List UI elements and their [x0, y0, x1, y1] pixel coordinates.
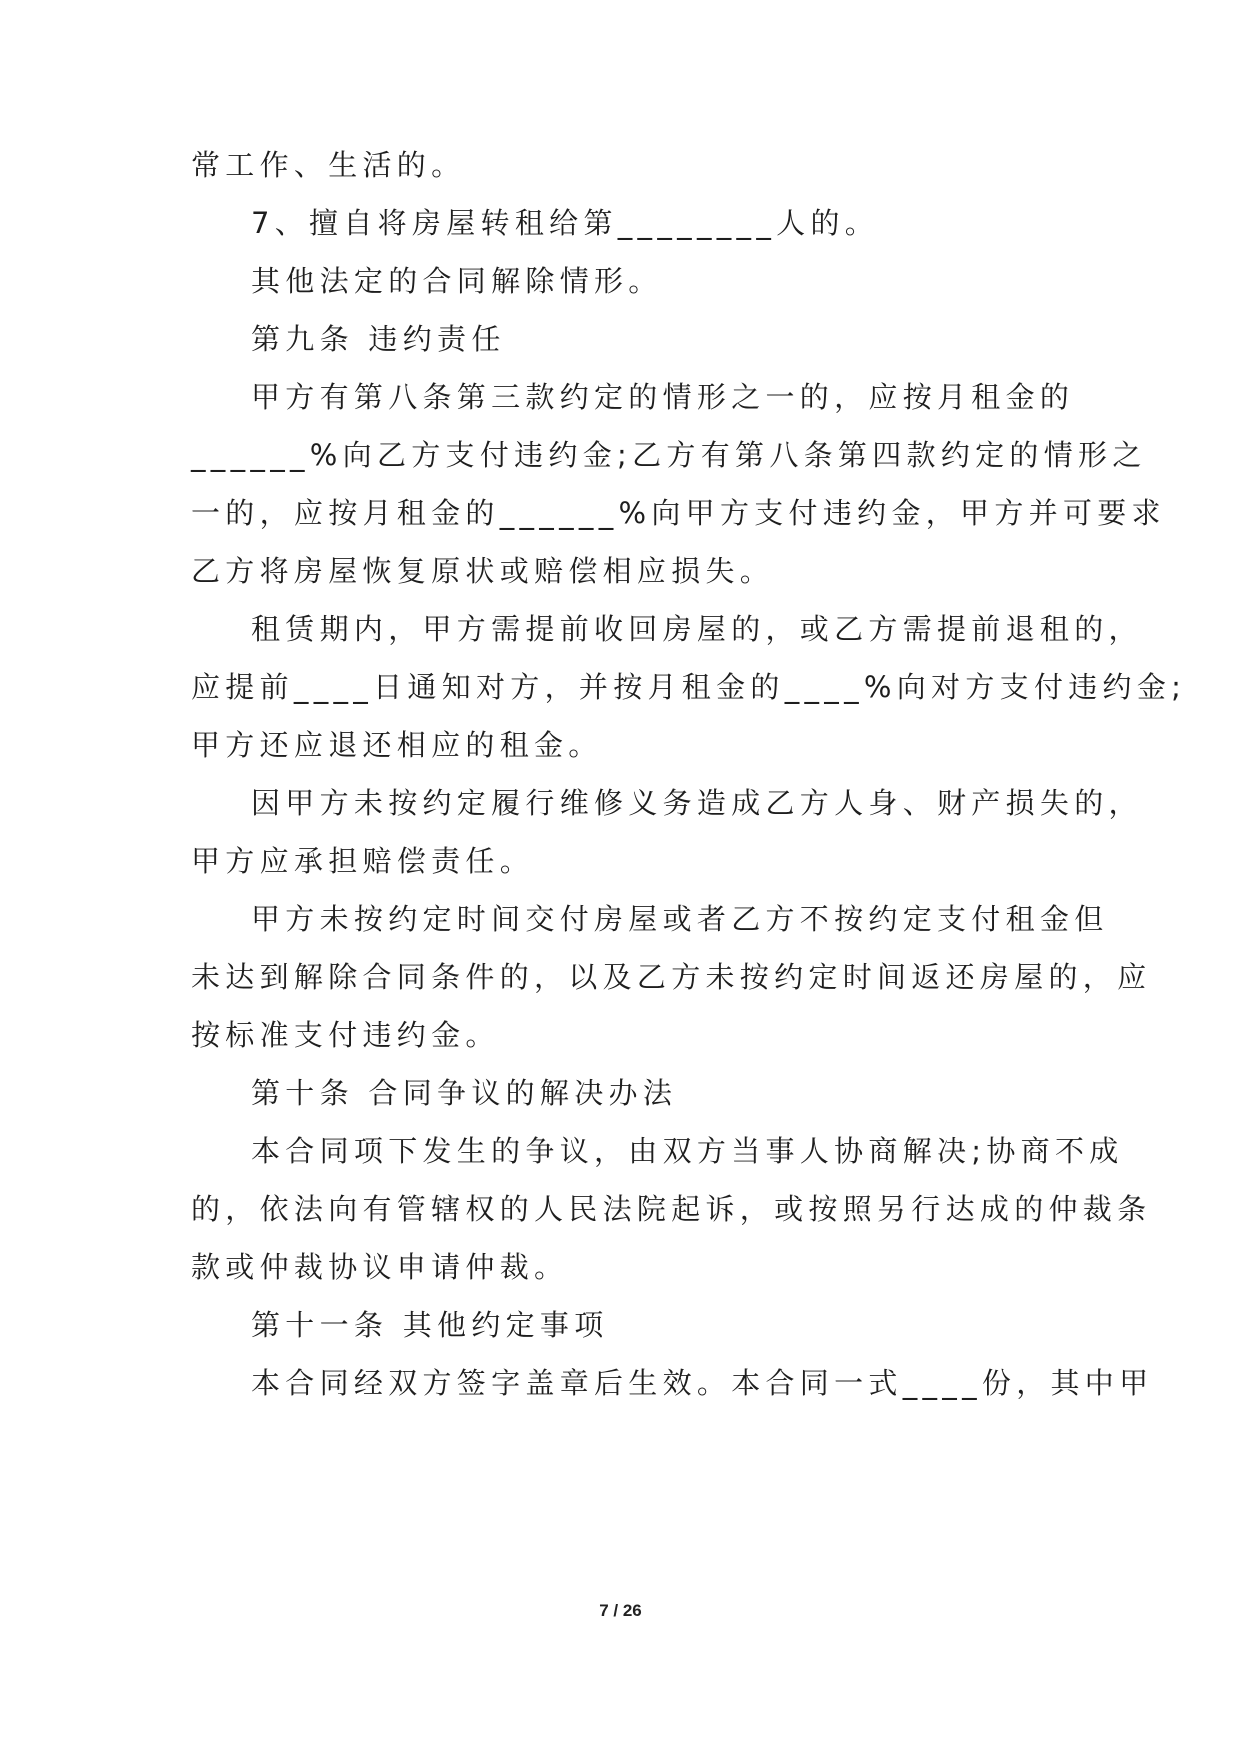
text-line: 本合同经双方签字盖章后生效。本合同一式____份，其中甲: [251, 1366, 1154, 1400]
text-line: 甲方应承担赔偿责任。: [191, 844, 535, 878]
text-line: ______%向乙方支付违约金;乙方有第八条第四款约定的情形之: [191, 438, 1147, 472]
text-line: 7、擅自将房屋转租给第________人的。: [251, 206, 880, 240]
text-line: 款或仲裁协议申请仲裁。: [191, 1250, 569, 1284]
text-line: 甲方未按约定时间交付房屋或者乙方不按约定支付租金但: [251, 902, 1109, 936]
text-line: 一的，应按月租金的______%向甲方支付违约金，甲方并可要求: [191, 496, 1166, 530]
section-heading: 第九条 违约责任: [251, 322, 506, 356]
text-line: 甲方有第八条第三款约定的情形之一的，应按月租金的: [251, 380, 1075, 414]
section-heading: 第十条 合同争议的解决办法: [251, 1076, 678, 1110]
text-line: 因甲方未按约定履行维修义务造成乙方人身、财产损失的，: [251, 786, 1143, 820]
text-line: 按标准支付违约金。: [191, 1018, 500, 1052]
text-line: 其他法定的合同解除情形。: [251, 264, 663, 298]
page-number: 7 / 26: [599, 1601, 642, 1620]
text-line: 租赁期内，甲方需提前收回房屋的，或乙方需提前退租的，: [251, 612, 1143, 646]
section-heading: 第十一条 其他约定事项: [251, 1308, 609, 1342]
text-line: 常工作、生活的。: [191, 148, 466, 182]
text-line: 乙方将房屋恢复原状或赔偿相应损失。: [191, 554, 775, 588]
text-line: 应提前____日通知对方，并按月租金的____%向对方支付违约金;: [191, 670, 1187, 704]
text-line: 的，依法向有管辖权的人民法院起诉，或按照另行达成的仲裁条: [191, 1192, 1152, 1226]
text-line: 甲方还应退还相应的租金。: [191, 728, 603, 762]
text-line: 本合同项下发生的争议，由双方当事人协商解决;协商不成: [251, 1134, 1124, 1168]
text-line: 未达到解除合同条件的，以及乙方未按约定时间返还房屋的，应: [191, 960, 1152, 994]
